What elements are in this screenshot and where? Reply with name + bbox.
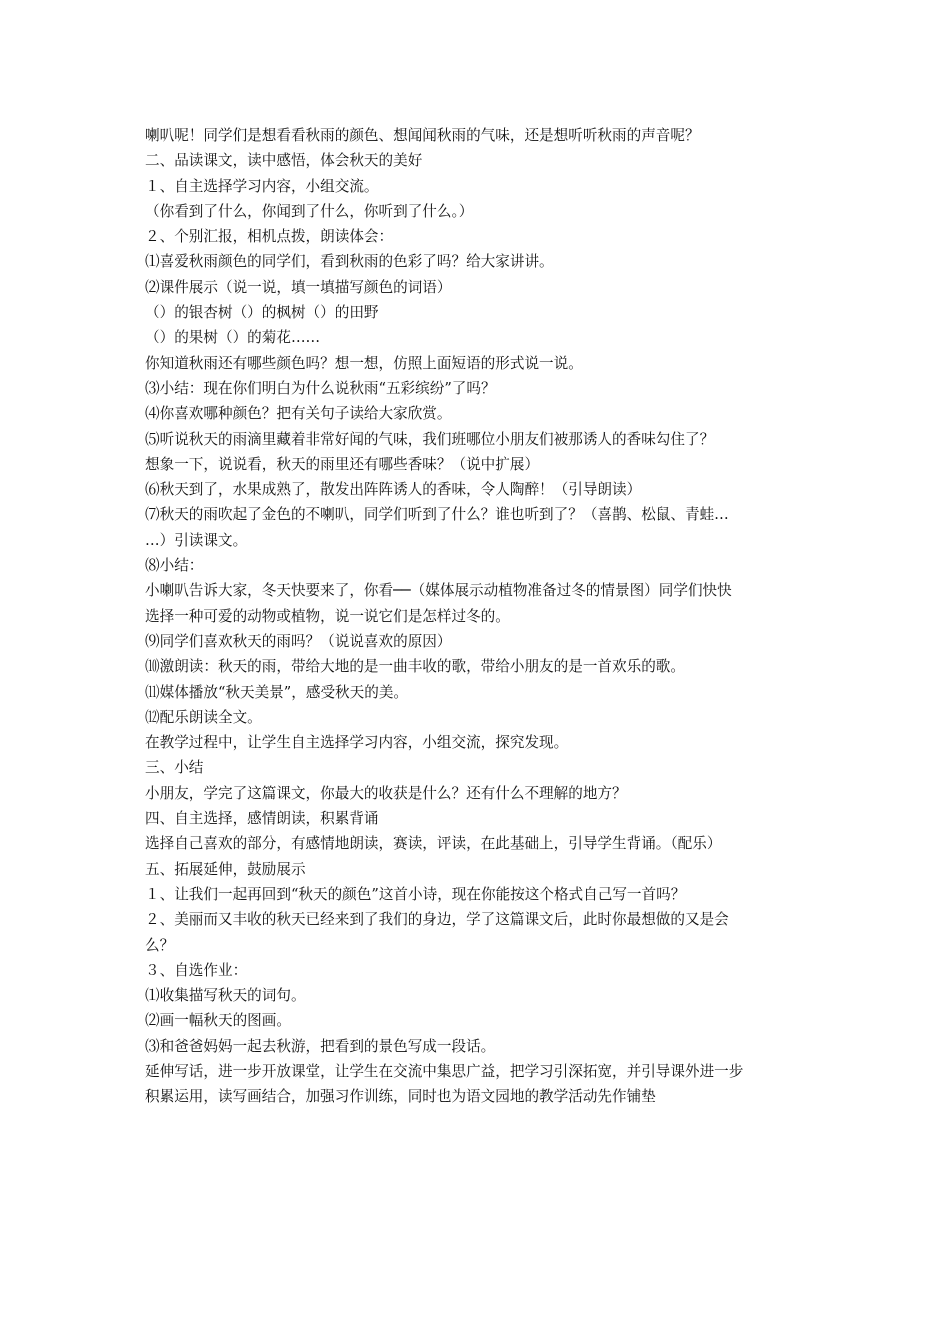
document-body <box>145 123 815 1110</box>
text-line: ⑹秋天到了，水果成熟了，散发出阵阵诱人的香味，令人陶醉！（引导朗读） <box>145 481 642 499</box>
text-line: 小朋友，学完了这篇课文，你最大的收获是什么？还有什么不理解的地方？ <box>145 784 627 802</box>
text-line: ⑶和爸爸妈妈一起去秋游，把看到的景色写成一段话。 <box>145 1037 496 1055</box>
text-line: 小喇叭告诉大家，冬天快要来了，你看──（媒体展示动植物准备过冬的情景图）同学们快快 <box>145 582 732 600</box>
text-line: 选择自己喜欢的部分，有感情地朗读，赛读，评读，在此基础上，引导学生背诵。（配乐） <box>145 835 722 853</box>
section-heading: 二、品读课文，读中感悟，体会秋天的美好 <box>145 152 423 170</box>
text-line: ⑵画一幅秋天的图画。 <box>145 1012 291 1030</box>
text-line: 么？ <box>145 936 175 954</box>
text-line: ⑺秋天的雨吹起了金色的不喇叭，同学们听到了什么？谁也听到了？（喜鹊、松鼠、青蛙… <box>145 506 729 524</box>
text-line: ⑼同学们喜欢秋天的雨吗？（说说喜欢的原因） <box>145 632 452 650</box>
text-line: ２、个别汇报，相机点拨，朗读体会： <box>145 228 394 246</box>
text-line: 你知道秋雨还有哪些颜色吗？想一想，仿照上面短语的形式说一说。 <box>145 354 583 372</box>
text-line: ⑽激朗读：秋天的雨，带给大地的是一曲丰收的歌，带给小朋友的是一首欢乐的歌。 <box>145 658 685 676</box>
section-heading: 五、拓展延伸，鼓励展示 <box>145 860 306 878</box>
section-heading: 四、自主选择，感情朗读，积累背诵 <box>145 810 379 828</box>
text-line: ⑸听说秋天的雨滴里藏着非常好闻的气味，我们班哪位小朋友们被那诱人的香味勾住了？ <box>145 430 715 448</box>
text-line: 积累运用，读写画结合，加强习作训练，同时也为语文园地的教学活动先作铺垫 <box>145 1088 656 1106</box>
text-line: 想象一下，说说看，秋天的雨里还有哪些香味？（说中扩展） <box>145 455 540 473</box>
text-line: ⑵课件展示（说一说，填一填描写颜色的词语） <box>145 278 452 296</box>
text-line: ⑴收集描写秋天的词句。 <box>145 987 306 1005</box>
text-line: ２、美丽而又丰收的秋天已经来到了我们的身边，学了这篇课文后，此时你最想做的又是会 <box>145 911 729 929</box>
text-line: （）的果树（）的菊花…… <box>145 329 321 347</box>
text-line: ⑶小结：现在你们明白为什么说秋雨“五彩缤纷”了吗？ <box>145 379 496 397</box>
text-line: （）的银杏树（）的枫树（）的田野 <box>145 304 379 322</box>
text-line: ⑻小结： <box>145 557 204 575</box>
text-line: 在教学过程中，让学生自主选择学习内容，小组交流，探究发现。 <box>145 734 569 752</box>
text-line: ⑿配乐朗读全文。 <box>145 708 262 726</box>
text-line: 喇叭呢！同学们是想看看秋雨的颜色、想闻闻秋雨的气味，还是想听听秋雨的声音呢？ <box>145 127 700 144</box>
text-line: ３、自选作业： <box>145 961 248 979</box>
text-line: …）引读课文。 <box>145 531 248 549</box>
text-line: 选择一种可爱的动物或植物，说一说它们是怎样过冬的。 <box>145 607 510 625</box>
text-line: ⑷你喜欢哪种颜色？把有关句子读给大家欣赏。 <box>145 405 452 423</box>
text-line: １、让我们一起再回到“秋天的颜色”这首小诗，现在你能按这个格式自己写一首吗？ <box>145 885 686 903</box>
text-line: ⑴喜爱秋雨颜色的同学们，看到秋雨的色彩了吗？给大家讲讲。 <box>145 253 554 271</box>
text-line: 延伸写话，进一步开放课堂，让学生在交流中集思广益，把学习引深拓宽，并引导课外进一步 <box>145 1062 744 1080</box>
section-heading: 三、小结 <box>145 759 204 777</box>
text-line: ⑾媒体播放“秋天美景”，感受秋天的美。 <box>145 683 409 701</box>
text-line: １、自主选择学习内容，小组交流。 <box>145 177 379 195</box>
text-line: （你看到了什么，你闻到了什么，你听到了什么。） <box>145 202 474 220</box>
